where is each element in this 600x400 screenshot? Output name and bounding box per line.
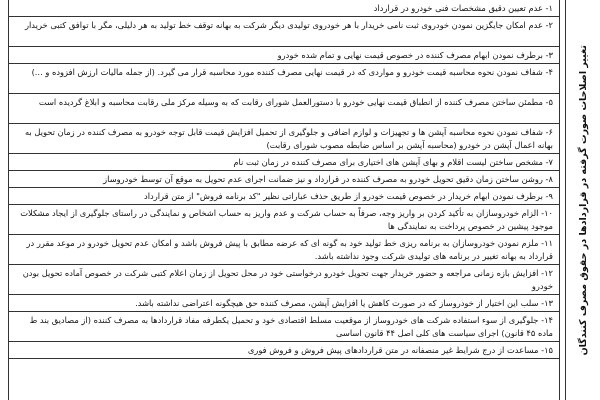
table-row: ۴- شفاف نمودن نحوه محاسبه قیمت خودرو و مواردی که در قیمت نهایی مصرف کننده مورد محاسبه قرار می گیرد. (از جمله مالیات ارزش افزوده و ...) <box>9 64 559 94</box>
table-row: ۲- عدم امکان جایگزین نمودن خودروی ثبت نامی خریدار با هر خودروی تولیدی دیگر شرکت به بهانه توقف خط تولید به هر دلیلی، مگر با توافق کتبی خریدار <box>9 17 559 47</box>
table-row: ۶- شفاف نمودن نحوه محاسبه آپشن ها و تجهیزات و لوازم اضافی و جلوگیری از تحمیل افزایش قیمت قابل توجه خودرو به مصرف کننده در زمان تحویل به بهانه اعمال آپشن در خودرو (محاسبه آپشن بر اساس ضابطه مصوب شورای رقابت) <box>9 124 559 154</box>
table-row: ۸- روشن ساختن زمان دقیق تحویل خودرو به مصرف کننده در قرارداد و نیز ضمانت اجرای عدم تحویل به موقع آن توسط خودروساز <box>9 171 559 188</box>
side-title: تغییر اصلاحات صورت گرفته در قراردادها در حقوق مصرف کنندگان <box>577 44 589 356</box>
table-row: ۹- برطرف نمودن ابهام خریدار در خصوص قیمت خودرو از طریق حذف عباراتی نظیر "کد برنامه فروش" از متن قرارداد <box>9 188 559 205</box>
table-row: ۱۴- جلوگیری از سوء استفاده شرکت های خودروساز از موقعیت مسلط اقتصادی خود و تحمیل یکطرفه مفاد قراردادها به مصرف کننده (از مصادیق بند ط ماده ۴۵ قانون) اجرای سیاست های کلی اصل ۴۴ قانون اساسی <box>9 312 559 342</box>
side-title-column <box>565 0 600 400</box>
table-row: ۱۲- افزایش بازه زمانی مراجعه و حضور خریدار جهت تحویل خودرو درخواستی خود در محل تحویل از زمان اعلام کتبی شرکت در خصوص آماده تحویل بودن خودرو <box>9 265 559 295</box>
table-row: ۳- برطرف نمودن ابهام مصرف کننده در خصوص قیمت نهایی و تمام شده خودرو <box>9 47 559 64</box>
table-row: ۱۳- سلب این اختیار از خودروساز که در صورت کاهش یا افزایش آپشن، مصرف کننده حق هیچگونه اعتراضی نداشته باشد. <box>9 295 559 312</box>
table-row: ۱۰- الزام خودروسازان به تأکید کردن بر واریز وجه، صرفاً به حساب شرکت و عدم واریز به حساب اشخاص و نمایندگی در راستای جلوگیری از ایجاد مشکلات موجود پیشین در خصوص پرداخت به نمایندگی ها <box>9 205 559 235</box>
table-row: ۱- عدم تعیین دقیق مشخصات فنی خودرو در قرارداد <box>9 0 559 17</box>
table-row: ۱۱- ملزم نمودن خودروسازان به برنامه ریزی خط تولید خود به گونه ای که عرضه مطابق با پیش فروش باشد و امکان عدم تحویل خودرو در موعد مقرر در قرارداد به بهانه تغییر در برنامه های تولیدی شرکت وجود نداشته باشد. <box>9 235 559 265</box>
table-row: ۵- مطمئن ساختن مصرف کننده از انطباق قیمت نهایی خودرو با دستورالعمل شورای رقابت که به وسیله مرکز ملی رقابت محاسبه و ابلاغ گردیده است <box>9 94 559 124</box>
table-row: ۱۵- مساعدت از درج شرایط غیر منصفانه در متن قراردادهای پیش فروش و فروش فوری <box>9 342 559 359</box>
clauses-table <box>8 0 560 400</box>
table-row: ۷- مشخص ساختن لیست اقلام و بهای آپشن های اختیاری برای مصرف کننده در زمان ثبت نام <box>9 154 559 171</box>
